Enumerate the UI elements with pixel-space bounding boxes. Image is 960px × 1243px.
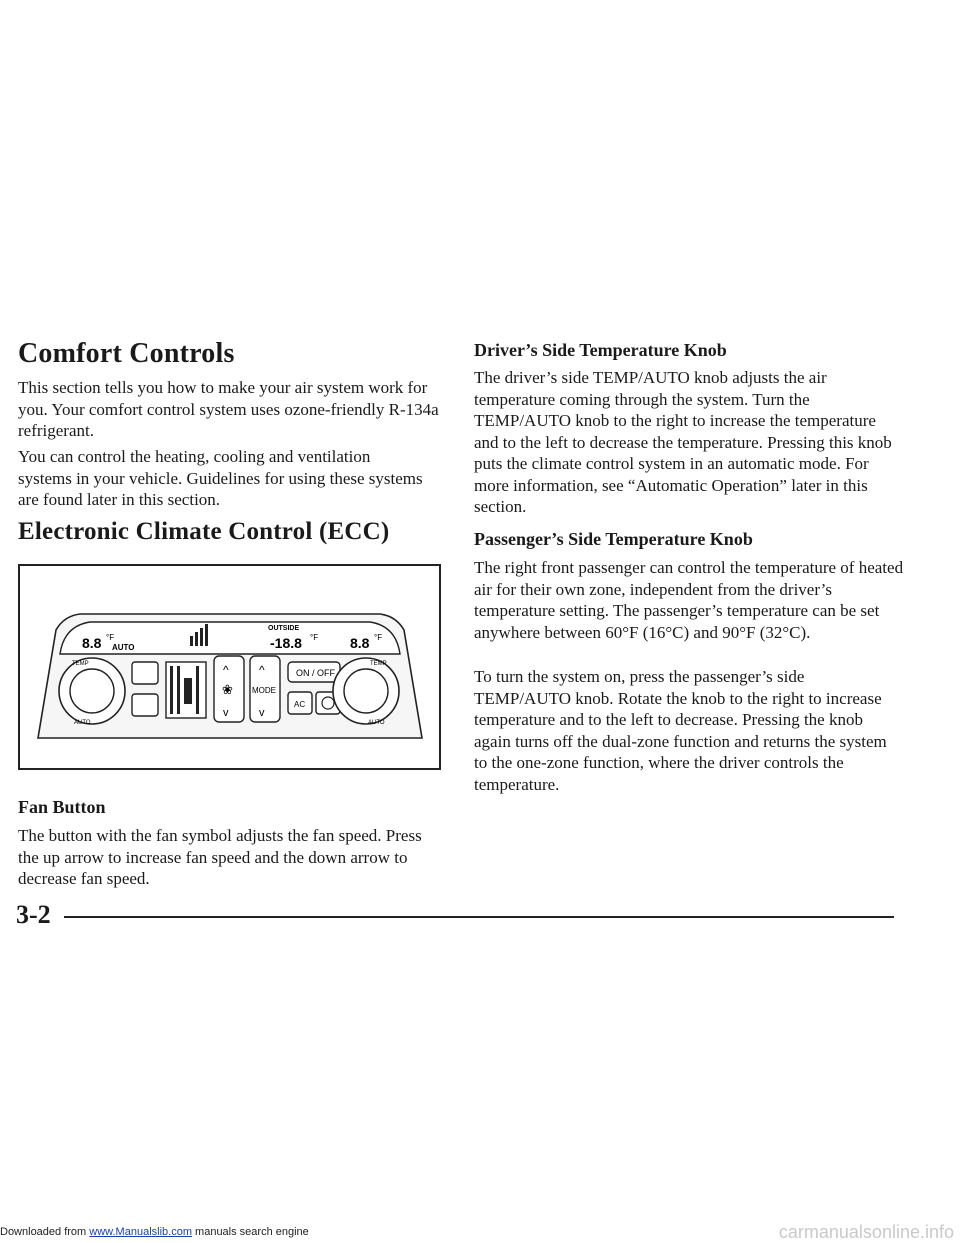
mode-button-label: MODE (252, 686, 276, 695)
driver-knob-auto-label: AUTO (74, 720, 91, 726)
driver-knob-heading: Driver’s Side Temperature Knob (474, 340, 727, 360)
watermark: carmanualsonline.info (778, 1222, 954, 1242)
systems-paragraph: You can control the heating, cooling and ventilation systems in your vehicle. Guidelines for using these systems are found later in this section. (18, 447, 423, 509)
display-outside-temp: -18.8 (270, 635, 302, 651)
driver-knob-text: The driver’s side TEMP/AUTO knob adjusts the air temperature coming through the system. Turn the TEMP/AUTO knob to the right to increase the temperature and to the left to decrease the temperature. Pressing this knob puts the climate control system in an automatic mode. For more information, see “Automatic Operation” later in this section. (474, 368, 892, 516)
display-auto: AUTO (112, 643, 135, 652)
on-off-label: ON / OFF (296, 668, 335, 678)
display-right-temp: 8.8 (350, 635, 370, 651)
fan-button-text: The button with the fan symbol adjusts the fan speed. Press the up arrow to increase fan speed and the down arrow to decrease fan speed. (18, 826, 422, 888)
passenger-knob-temp-label: TEMP (370, 661, 387, 667)
download-prefix: Downloaded from (0, 1226, 90, 1238)
download-footer (0, 1226, 309, 1238)
fan-icon: ❀ (222, 682, 233, 697)
display-left-unit: °F (106, 633, 115, 642)
page-title: Comfort Controls (18, 338, 235, 369)
mode-button[interactable] (250, 656, 280, 722)
ecc-section-title: Electronic Climate Control (ECC) (18, 518, 390, 545)
fan-down-arrow-icon: v (223, 707, 229, 719)
ac-button[interactable] (288, 692, 312, 714)
mode-down-arrow-icon: v (259, 707, 265, 719)
passenger-knob-auto-label: AUTO (368, 720, 385, 726)
ac-label: AC (294, 700, 306, 709)
download-suffix: manuals search engine (191, 1226, 309, 1238)
display-outside: OUTSIDE (268, 625, 300, 632)
page-number: 3-2 (16, 900, 51, 929)
display-left-temp: 8.8 (82, 635, 102, 651)
display-right-unit: °F (374, 633, 383, 642)
footer-rule (64, 916, 894, 918)
driver-knob-temp-label: TEMP (72, 661, 89, 667)
ecc-panel-drawing (20, 566, 439, 768)
intro-paragraph: This section tells you how to make your air system work for you. Your comfort control system uses ozone-friendly R-134a refrigerant. (18, 378, 439, 440)
fan-button-heading: Fan Button (18, 797, 106, 817)
display-mid-unit: °F (310, 633, 319, 642)
fan-speed-slider[interactable] (166, 662, 206, 718)
manualslib-link[interactable]: www.Manualslib.com (89, 1226, 192, 1238)
on-off-button[interactable] (288, 662, 340, 682)
fan-button[interactable] (214, 656, 244, 722)
mode-up-arrow-icon: ^ (259, 663, 265, 677)
ecc-panel-illustration (18, 564, 441, 770)
fan-up-arrow-icon: ^ (223, 663, 229, 677)
front-defrost-button[interactable] (132, 662, 158, 684)
passenger-knob-text-2: To turn the system on, press the passenger’s side TEMP/AUTO knob. Rotate the knob to the right to increase temperature and to the left to decrease. Pressing the knob again turns off the dual-zone function and returns the system to the one-zone function, where the driver controls the temperature. (474, 667, 887, 794)
passenger-knob-heading: Passenger’s Side Temperature Knob (474, 529, 753, 549)
rear-defrost-button[interactable] (132, 694, 158, 716)
passenger-knob-text-1: The right front passenger can control the temperature of heated air for their own zone, independent from the driver’s temperature setting. The passenger’s temperature can be set anywhere between 60°F (16°C) and 90°F (32°C). (474, 558, 904, 642)
